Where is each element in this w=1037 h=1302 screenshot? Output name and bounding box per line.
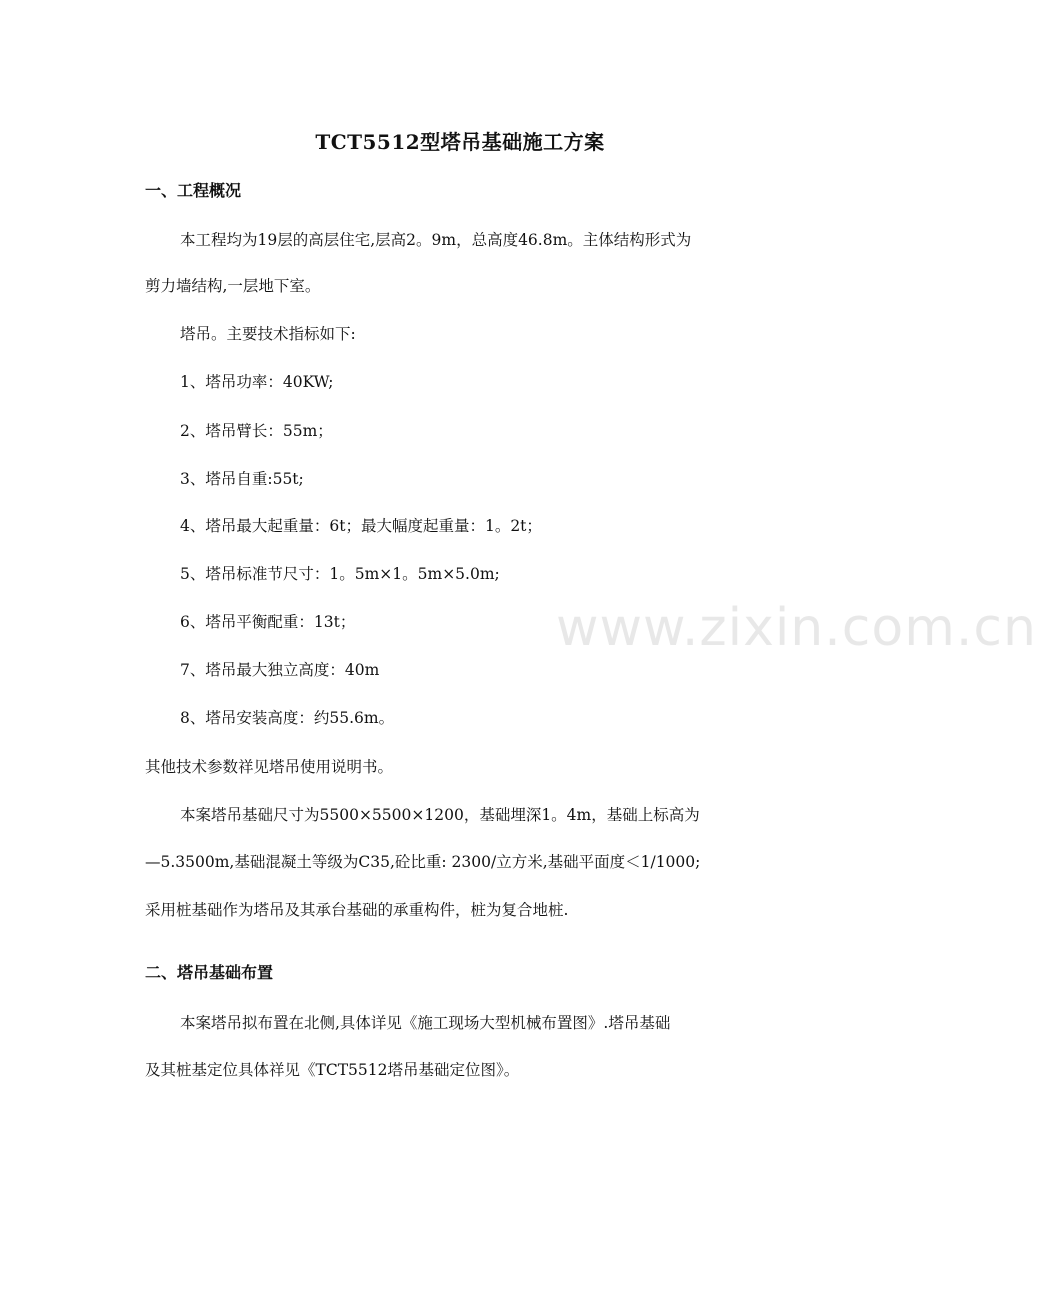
paragraph-line: 本案塔吊基础尺寸为5500×5500×1200，基础埋深1。4m，基础上标高为 — [180, 806, 700, 824]
paragraph-line: —5.3500m,基础混凝土等级为C35,砼比重: 2300/立方米,基础平面度＜1/1000; — [145, 853, 701, 871]
paragraph-line: 其他技术参数祥见塔吊使用说明书。 — [145, 758, 394, 776]
list-item: 4、塔吊最大起重量：6t；最大幅度起重量：1。2t； — [180, 517, 542, 535]
list-item: 7、塔吊最大独立高度：40m — [180, 661, 380, 679]
list-item: 5、塔吊标准节尺寸：1。5m×1。5m×5.0m; — [180, 565, 500, 583]
paragraph-line: 本案塔吊拟布置在北侧,具体详见《施工现场大型机械布置图》.塔吊基础 — [180, 1014, 671, 1032]
document-title: TCT5512型塔吊基础施工方案 — [315, 130, 605, 154]
watermark: www.zixin.com.cn — [556, 598, 1037, 658]
paragraph-line: 塔吊。主要技术指标如下: — [180, 325, 356, 343]
paragraph-line: 采用桩基础作为塔吊及其承台基础的承重构件，桩为复合地桩. — [145, 901, 569, 919]
list-item: 1、塔吊功率：40KW; — [180, 373, 334, 391]
paragraph-line: 及其桩基定位具体祥见《TCT5512塔吊基础定位图》。 — [145, 1061, 520, 1079]
paragraph-line: 本工程均为19层的高层住宅,层高2。9m，总高度46.8m。主体结构形式为 — [180, 231, 692, 249]
list-item: 3、塔吊自重:55t; — [180, 470, 304, 488]
list-item: 2、塔吊臂长：55m； — [180, 422, 333, 440]
list-item: 6、塔吊平衡配重：13t； — [180, 613, 356, 631]
paragraph-line: 剪力墙结构,一层地下室。 — [145, 277, 321, 295]
list-item: 8、塔吊安装高度：约55.6m。 — [180, 709, 395, 727]
section-heading-layout: 二、塔吊基础布置 — [145, 963, 274, 982]
section-heading-overview: 一、工程概况 — [145, 181, 242, 200]
